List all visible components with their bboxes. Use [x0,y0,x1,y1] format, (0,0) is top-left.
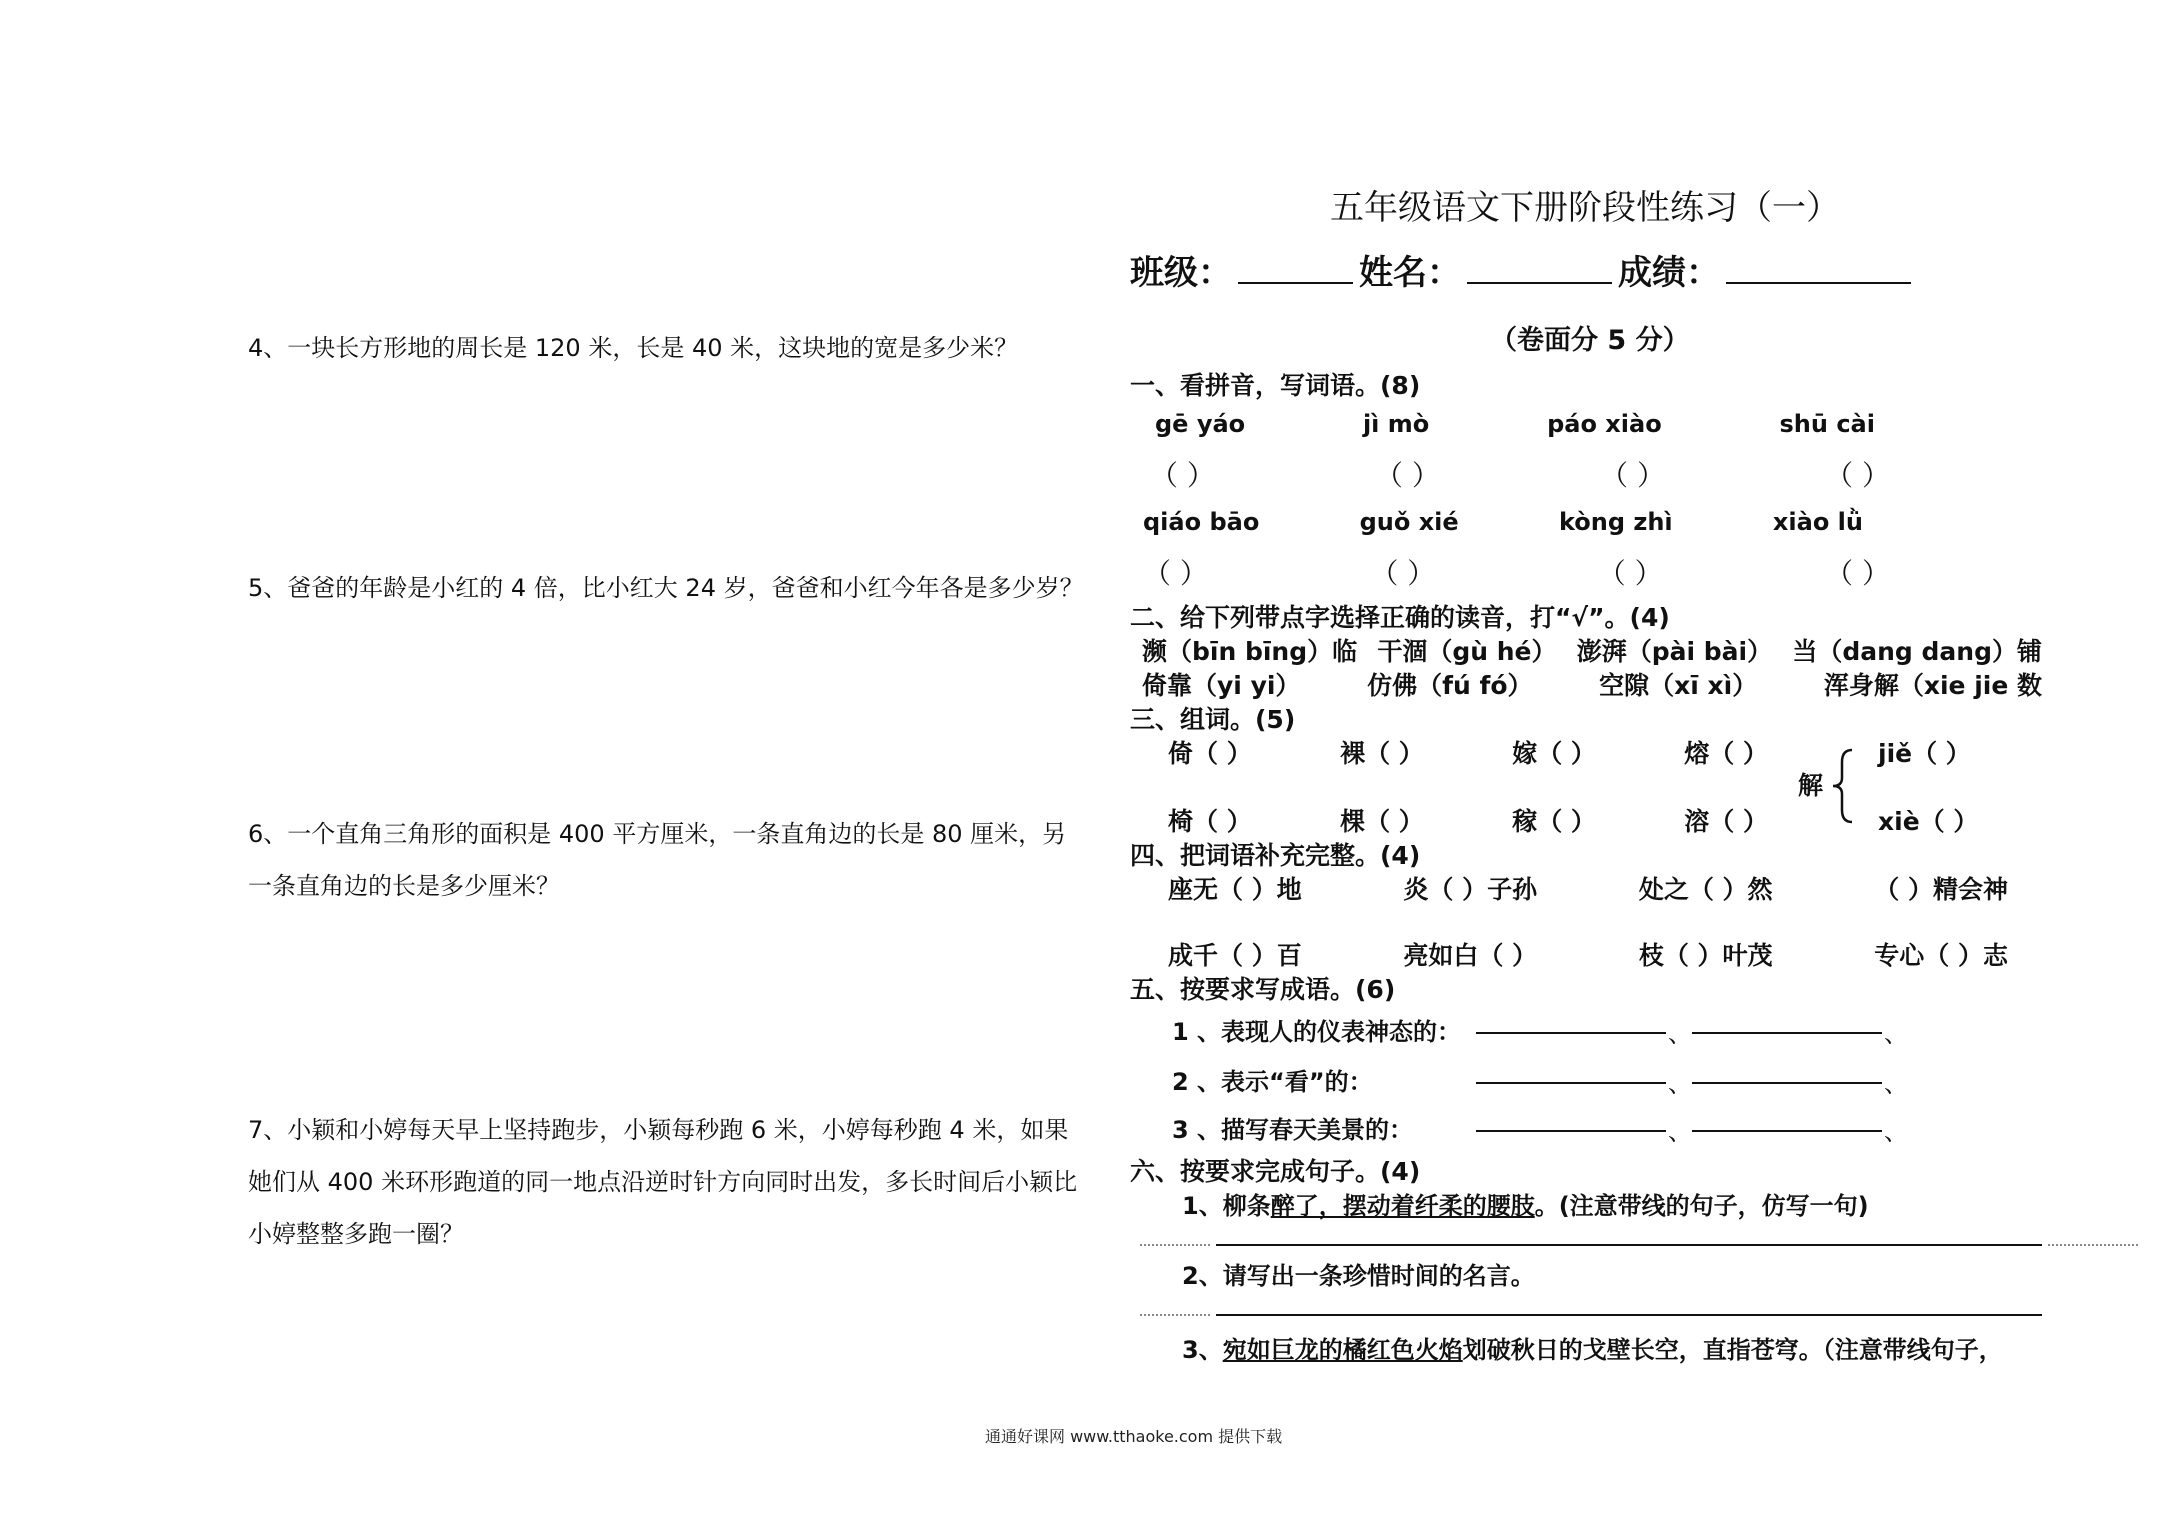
sentence-task-1 [1182,1186,1869,1221]
sentence-task-2: 2、请写出一条珍惜时间的名言。 [1182,1262,1535,1290]
question-6: 6、一个直角三角形的面积是 400 平方厘米，一条直角边的长是 80 厘米，另一条直角边的长是多少厘米？ [248,820,1067,900]
reading-item[interactable]: 当（dang dang）铺 [1792,637,2042,666]
idiom-item[interactable]: 炎（ ）子孙 [1403,875,1538,904]
pinyin-item: xiào lǜ [1772,508,1863,536]
section-2-heading: 二、给下列带点字选择正确的读音，打“√”。(4) [1130,603,1670,632]
word-item[interactable]: 溶（ ） [1684,807,1768,836]
dot-leader [1140,1314,1210,1316]
word-item[interactable]: 嫁（ ） [1512,739,1596,768]
answer-line[interactable] [1476,1032,1666,1034]
question-7: 7、小颖和小婷每天早上坚持跑步，小颖每秒跑 6 米，小婷每秒跑 4 米，如果她们从 400 米环形跑道的同一地点沿逆时针方向同时出发，多长时间后小颖比小婷整整多跑一圈？ [248,1116,1078,1248]
word-item[interactable]: 熔（ ） [1684,739,1768,768]
answer-line[interactable] [1692,1032,1882,1034]
jie-character: 解 [1798,771,1824,800]
idiom-item[interactable]: 座无（ ）地 [1168,875,1302,904]
word-item[interactable]: 棵（ ） [1340,807,1424,836]
word-item[interactable]: 倚（ ） [1168,739,1252,768]
separator: 、 [1668,1020,1692,1048]
reading-item[interactable]: 空隙（xī xì） [1599,671,1758,700]
student-info-row [1130,245,1917,294]
idiom-item[interactable]: （ ）精会神 [1874,875,2008,904]
separator: 、 [1884,1118,1908,1146]
answer-line[interactable] [1476,1130,1666,1132]
underlined-phrase: 醉了，摆动着纤柔的腰肢 [1270,1192,1535,1220]
jie-reading-1[interactable]: jiě（ ） [1878,739,1971,768]
pinyin-row-2 [1143,508,1863,536]
section-4-heading: 四、把词语补充完整。(4) [1130,841,1421,870]
answer-line[interactable] [1476,1082,1666,1084]
section-6-heading: 六、按要求完成句子。(4) [1130,1157,1421,1186]
answer-box[interactable]: （ ） [1825,459,1890,492]
answer-row-1 [1150,454,1890,494]
separator: 、 [1668,1118,1692,1146]
dot-leader [1140,1244,1210,1246]
section-3-heading: 三、组词。(5) [1130,705,1296,734]
answer-box[interactable]: （ ） [1150,459,1215,492]
sentence-task-3 [1182,1330,2003,1365]
answer-box[interactable]: （ ） [1600,459,1665,492]
pinyin-item: gē yáo [1155,410,1246,438]
reading-item[interactable]: 澎湃（pài bài） [1576,637,1773,666]
idiom-prompt-1: 1 、表现人的仪表神态的： [1172,1018,1462,1046]
reading-item[interactable]: 倚靠（yi yi） [1142,671,1301,700]
reading-row-2 [1142,666,2042,702]
sentence-suffix: 。(注意带线的句子，仿写一句) [1534,1192,1869,1220]
pinyin-item: qiáo bāo [1143,508,1260,536]
idiom-row-1 [1168,870,2008,906]
idiom-prompt-2: 2 、表示“看”的： [1172,1068,1373,1096]
page-title: 五年级语文下册阶段性练习（一） [1330,188,1840,228]
separator: 、 [1884,1020,1908,1048]
idiom-prompt-3: 3 、描写春天美景的： [1172,1116,1414,1144]
sentence-suffix: 划破秋日的戈壁长空，直指苍穹。（注意带线句子， [1462,1336,2003,1364]
class-blank[interactable] [1238,252,1353,284]
answer-line[interactable] [1692,1082,1882,1084]
reading-item[interactable]: 干涸（gù hé） [1377,637,1557,666]
idiom-item[interactable]: 处之（ ）然 [1638,875,1773,904]
reading-row-1 [1142,632,2042,668]
answer-line-long[interactable] [1216,1244,2042,1246]
brace-icon [1830,748,1856,824]
idiom-item[interactable]: 成千（ ）百 [1168,941,1302,970]
pinyin-item: jì mò [1362,410,1430,438]
jie-reading-2[interactable]: xiè（ ） [1878,807,1979,836]
idiom-item[interactable]: 专心（ ）志 [1874,941,2008,970]
footer-credit: 通通好课网 www.tthaoke.com 提供下载 [985,1427,1283,1446]
answer-row-2 [1143,552,1890,592]
answer-box[interactable]: （ ） [1825,557,1890,590]
answer-box[interactable]: （ ） [1375,459,1440,492]
score-label: 成绩： [1618,253,1720,293]
class-label: 班级： [1130,253,1232,293]
question-4: 4、一块长方形地的周长是 120 米，长是 40 米，这块地的宽是多少米？ [248,334,1019,362]
answer-box[interactable]: （ ） [1597,557,1663,590]
word-item[interactable]: 裸（ ） [1340,739,1424,768]
dot-leader [2048,1244,2138,1246]
question-5: 5、爸爸的年龄是小红的 4 倍，比小红大 24 岁，爸爸和小红今年各是多少岁？ [248,574,1084,602]
name-blank[interactable] [1467,252,1612,284]
section-1-heading: 一、看拼音，写词语。(8) [1130,371,1421,400]
separator: 、 [1884,1070,1908,1098]
pinyin-item: kòng zhì [1558,508,1673,536]
word-row-1 [1168,734,1768,770]
answer-box[interactable]: （ ） [1370,557,1436,590]
score-blank[interactable] [1726,252,1911,284]
idiom-row-2 [1168,936,2008,972]
word-row-2 [1168,802,1768,838]
pinyin-item: guǒ xié [1359,508,1459,536]
reading-item[interactable]: 浑身解（xie jie 数 [1823,671,2042,700]
idiom-item[interactable]: 枝（ ）叶茂 [1638,941,1773,970]
pinyin-row-1 [1155,410,1875,438]
name-label: 姓名： [1359,253,1461,293]
sentence-prefix: 1、柳条 [1182,1192,1271,1220]
word-item[interactable]: 稼（ ） [1512,807,1596,836]
answer-line-long[interactable] [1216,1314,2042,1316]
word-item[interactable]: 椅（ ） [1168,807,1252,836]
neatness-score: （卷面分 5 分） [1490,325,1690,356]
separator: 、 [1668,1070,1692,1098]
idiom-item[interactable]: 亮如白（ ） [1403,941,1538,970]
section-5-heading: 五、按要求写成语。(6) [1130,975,1396,1004]
reading-item[interactable]: 濒（bīn bīng）临 [1142,637,1358,666]
pinyin-item: shū cài [1779,410,1875,438]
underlined-phrase: 宛如巨龙的橘红色火焰 [1222,1336,1463,1364]
reading-item[interactable]: 仿佛（fú fó） [1367,671,1533,700]
pinyin-item: páo xiào [1547,410,1662,438]
answer-line[interactable] [1692,1130,1882,1132]
sentence-prefix: 3、 [1182,1336,1223,1364]
answer-box[interactable]: （ ） [1143,557,1208,590]
